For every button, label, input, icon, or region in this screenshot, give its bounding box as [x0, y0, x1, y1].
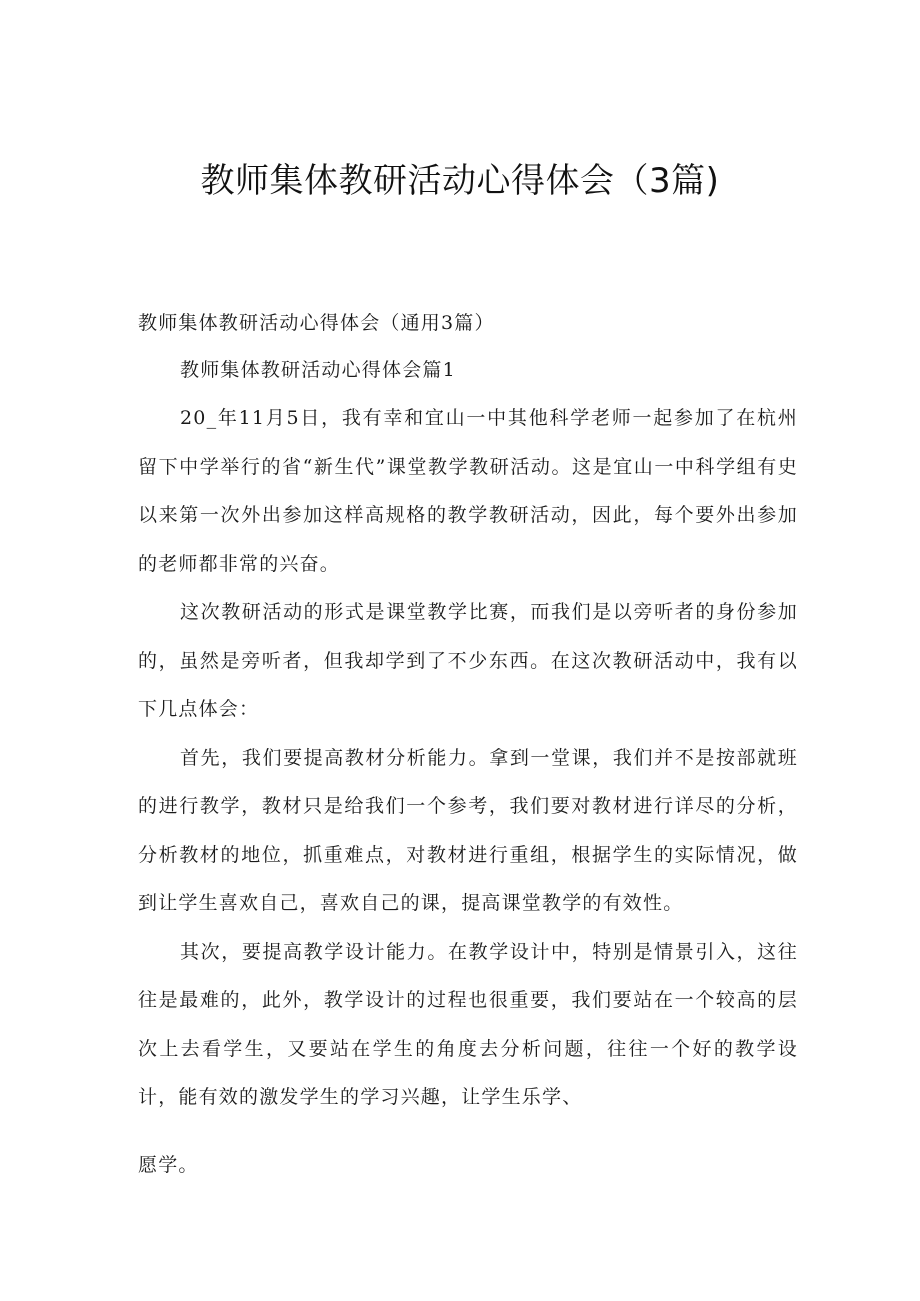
document-subtitle: 教师集体教研活动心得体会（通用3篇） [138, 312, 495, 334]
paragraph-4: 其次，要提高教学设计能力。在教学设计中，特别是情景引入，这往往是最难的，此外，教学设计的过程也很重要，我们要站在一个较高的层次上去看学生，又要站在学生的角度去分析问题，往往一个好的教学设计，能有效的激发学生的学习兴趣，让学生乐学、 [138, 940, 798, 1108]
paragraph-3: 首先，我们要提高教材分析能力。拿到一堂课，我们并不是按部就班的进行教学，教材只是给我们一个参考，我们要对教材进行详尽的分析，分析教材的地位，抓重难点，对教材进行重组，根据学生的实际情况，做到让学生喜欢自己，喜欢自己的课，提高课堂教学的有效性。 [138, 746, 798, 914]
document-body [138, 394, 798, 1122]
paragraph-2: 这次教研活动的形式是课堂教学比赛，而我们是以旁听者的身份参加的，虽然是旁听者，但我却学到了不少东西。在这次教研活动中，我有以下几点体会： [138, 601, 798, 720]
document-title: 教师集体教研活动心得体会（3篇) [200, 161, 720, 201]
paragraph-1: 20_年11月5日，我有幸和宜山一中其他科学老师一起参加了在杭州留下中学举行的省“新生代”课堂教学教研活动。这是宜山一中科学组有史以来第一次外出参加这样高规格的教学教研活动，因此，每个要外出参加的老师都非常的兴奋。 [138, 407, 798, 575]
paragraph-continuation: 愿学。 [138, 1154, 199, 1176]
section-heading: 教师集体教研活动心得体会篇1 [180, 359, 456, 381]
